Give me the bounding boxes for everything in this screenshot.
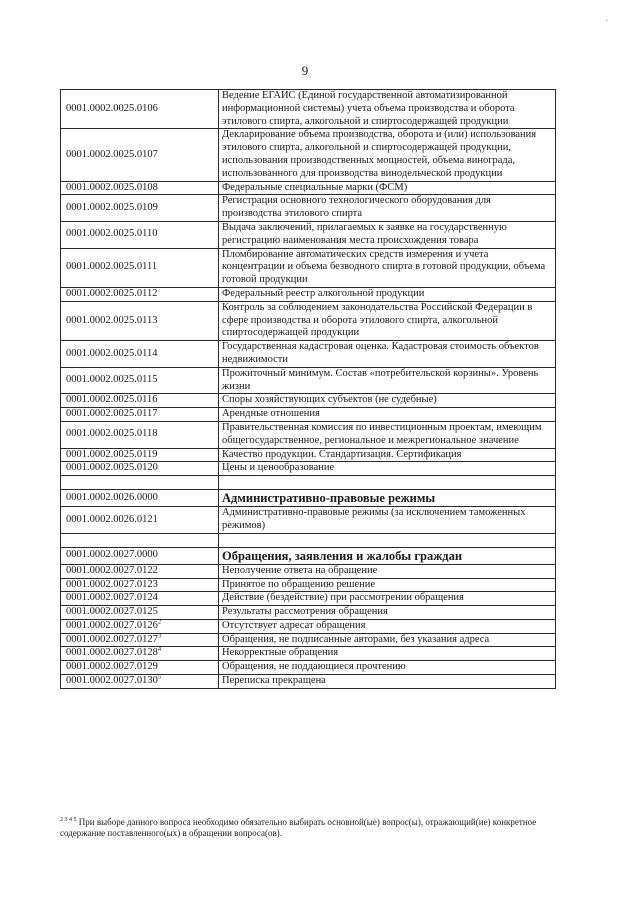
table-row (61, 462, 556, 476)
table-row (61, 341, 556, 368)
code-cell (61, 661, 219, 675)
blank-row (61, 476, 556, 490)
row-code: 0001.0002.0025.0107 (66, 148, 158, 160)
row-code: 0001.0002.0025.0117 (66, 408, 158, 420)
classifier-table-body (61, 90, 556, 689)
section-title: Обращения, заявления и жалобы граждан (219, 547, 556, 564)
code-cell (61, 221, 219, 248)
table-row (61, 301, 556, 340)
row-name: Переписка прекращена (219, 675, 556, 689)
row-name: Регистрация основного технологического оборудования для производства этилового спирта (219, 195, 556, 222)
code-cell (61, 181, 219, 195)
code-cell (61, 248, 219, 287)
row-code: 0001.0002.0027.0124 (66, 592, 158, 604)
row-name: Контроль за соблюдением законодательства Российской Федерации в сфере производства и оборота этилового спирта, алкогольной спиртосодержащей продукции (219, 301, 556, 340)
code-cell (61, 408, 219, 422)
row-name: Обращения, не подписанные авторами, без указания адреса (219, 633, 556, 647)
code-cell (61, 606, 219, 620)
table-row (61, 564, 556, 578)
code-cell (61, 90, 219, 129)
table-row (61, 633, 556, 647)
footnote-ref: 5 (157, 673, 162, 681)
table-row (61, 181, 556, 195)
blank-cell (61, 476, 219, 490)
table-row (61, 195, 556, 222)
row-name: Обращения, не поддающиеся прочтению (219, 661, 556, 675)
row-name: Цены и ценообразование (219, 462, 556, 476)
code-cell (61, 490, 219, 507)
row-name: Декларирование объема производства, оборота и (или) использования этилового спирта, алкогольной и спиртосодержащей продукции, использования производственных мощностей, объема винограда, использованного для производства винодельческой продукции (219, 129, 556, 181)
code-cell (61, 564, 219, 578)
row-name: Федеральные специальные марки (ФСМ) (219, 181, 556, 195)
code-cell (61, 421, 219, 448)
row-name: Пломбирование автоматических средств измерения и учета концентрации и объема безводного спирта в готовой продукции, объема готовой продукции (219, 248, 556, 287)
row-code: 0001.0002.0025.0110 (66, 228, 158, 240)
table-row (61, 367, 556, 394)
table-row (61, 448, 556, 462)
page-number: 9 (301, 63, 309, 78)
row-name: Ведение ЕГАИС (Единой государственной автоматизированной информационной системы) учета объема производства и оборота этилового спирта, алкогольной и спиртосодержащей продукции (219, 90, 556, 129)
row-name: Некорректные обращения (219, 647, 556, 661)
table-row (61, 287, 556, 301)
row-name: Арендные отношения (219, 408, 556, 422)
table-row (61, 661, 556, 675)
classifier-table (60, 89, 556, 689)
row-code: 0001.0002.0025.0113 (66, 314, 158, 326)
table-row (61, 578, 556, 592)
code-cell (61, 394, 219, 408)
row-name: Отсутствует адресат обращения (219, 619, 556, 633)
table-row (61, 675, 556, 689)
row-name: Действие (бездействие) при рассмотрении обращения (219, 592, 556, 606)
row-code: 0001.0002.0026.0000 (66, 491, 158, 503)
row-name: Неполучение ответа на обращение (219, 564, 556, 578)
row-code: 0001.0002.0027.0122 (66, 564, 158, 576)
code-cell (61, 448, 219, 462)
table-row (61, 221, 556, 248)
code-cell (61, 341, 219, 368)
row-code: 0001.0002.0027.0128 (66, 647, 158, 659)
code-cell (61, 578, 219, 592)
footnote-text: При выборе данного вопроса необходимо обязательно выбирать основной(ые) вопрос(ы), отражающий(ие) конкретное содержание поставленного(ых) в обращении вопроса(ов). (60, 817, 537, 838)
table-row (61, 421, 556, 448)
blank-cell (219, 476, 556, 490)
footnote (60, 817, 560, 839)
row-code: 0001.0002.0025.0112 (66, 287, 158, 299)
row-code: 0001.0002.0025.0120 (66, 462, 158, 474)
row-code: 0001.0002.0025.0114 (66, 347, 158, 359)
section-row (61, 547, 556, 564)
row-code: 0001.0002.0025.0111 (66, 261, 158, 273)
code-cell (61, 287, 219, 301)
row-code: 0001.0002.0026.0121 (66, 513, 158, 525)
footnote-ref: 3 (157, 632, 162, 640)
code-cell (61, 507, 219, 534)
code-cell (61, 633, 219, 647)
row-name: Принятое по обращению решение (219, 578, 556, 592)
code-cell (61, 592, 219, 606)
row-name: Прожиточный минимум. Состав «потребительской корзины». Уровень жизни (219, 367, 556, 394)
row-code: 0001.0002.0025.0108 (66, 181, 158, 193)
row-name: Качество продукции. Стандартизация. Сертификация (219, 448, 556, 462)
row-name: Результаты рассмотрения обращения (219, 606, 556, 620)
scan-mark: ′ (606, 18, 608, 28)
code-cell (61, 647, 219, 661)
code-cell (61, 619, 219, 633)
table-row (61, 129, 556, 181)
row-code: 0001.0002.0025.0106 (66, 102, 158, 114)
row-name: Государственная кадастровая оценка. Кадастровая стоимость объектов недвижимости (219, 341, 556, 368)
blank-cell (61, 533, 219, 547)
footnote-marks: 2 3 4 5 (60, 817, 77, 823)
row-code: 0001.0002.0027.0123 (66, 578, 158, 590)
code-cell (61, 462, 219, 476)
table-row (61, 248, 556, 287)
table-row (61, 394, 556, 408)
footnote-ref: 4 (157, 645, 162, 653)
blank-cell (219, 533, 556, 547)
row-code: 0001.0002.0027.0125 (66, 606, 158, 618)
row-code: 0001.0002.0027.0126 (66, 619, 158, 631)
code-cell (61, 301, 219, 340)
row-name: Правительственная комиссия по инвестиционным проектам, имеющим общегосударственное, региональное и межрегиональное значение (219, 421, 556, 448)
row-code: 0001.0002.0025.0116 (66, 394, 158, 406)
row-code: 0001.0002.0025.0118 (66, 428, 158, 440)
table-row (61, 619, 556, 633)
row-code: 0001.0002.0025.0119 (66, 448, 158, 460)
row-name: Административно-правовые режимы (за исключением таможенных режимов) (219, 507, 556, 534)
code-cell (61, 195, 219, 222)
row-code: 0001.0002.0027.0127 (66, 633, 158, 645)
row-name: Федеральный реестр алкогольной продукции (219, 287, 556, 301)
table-row (61, 90, 556, 129)
code-cell (61, 367, 219, 394)
table-row (61, 647, 556, 661)
footnote-ref: 2 (157, 618, 162, 626)
table-row (61, 592, 556, 606)
table-row (61, 507, 556, 534)
code-cell (61, 129, 219, 181)
row-name: Споры хозяйствующих субъектов (не судебные) (219, 394, 556, 408)
row-code: 0001.0002.0025.0115 (66, 374, 158, 386)
row-code: 0001.0002.0027.0130 (66, 675, 158, 687)
section-row (61, 490, 556, 507)
code-cell (61, 675, 219, 689)
row-code: 0001.0002.0027.0000 (66, 549, 158, 561)
row-name: Выдача заключений, прилагаемых к заявке на государственную регистрацию наименования места происхождения товара (219, 221, 556, 248)
table-row (61, 408, 556, 422)
section-title: Административно-правовые режимы (219, 490, 556, 507)
code-cell (61, 547, 219, 564)
row-code: 0001.0002.0025.0109 (66, 201, 158, 213)
table-row (61, 606, 556, 620)
row-code: 0001.0002.0027.0129 (66, 661, 158, 673)
blank-row (61, 533, 556, 547)
